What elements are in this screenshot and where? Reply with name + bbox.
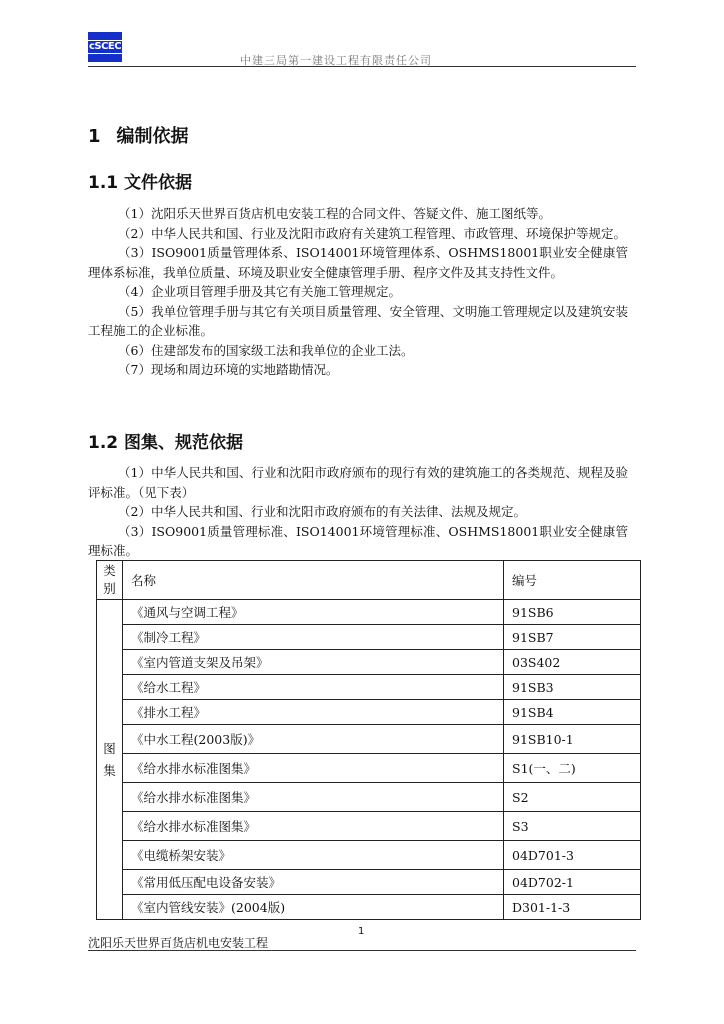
paragraph: （3）ISO9001质量管理标准、ISO14001环境管理标准、OSHMS18001职业安全健康管理标准。 bbox=[88, 523, 628, 558]
table-row bbox=[97, 895, 641, 920]
paragraph: （3）ISO9001质量管理体系、ISO14001环境管理体系、OSHMS18001职业安全健康管理体系标准，我单位质量、环境及职业安全健康管理手册、程序文件及其支持性文件。 bbox=[88, 245, 628, 280]
row-code: 91SB4 bbox=[504, 700, 641, 725]
row-code: 91SB7 bbox=[504, 625, 641, 650]
table-row bbox=[97, 600, 641, 625]
row-name: 《室内管线安装》(2004版) bbox=[123, 895, 504, 920]
page-number: 1 bbox=[358, 926, 365, 937]
header-name: 名称 bbox=[123, 561, 504, 600]
table-row bbox=[97, 650, 641, 675]
footer-divider bbox=[88, 950, 636, 951]
standards-table bbox=[96, 560, 641, 920]
table-row bbox=[97, 754, 641, 783]
row-code: 04D701-3 bbox=[504, 841, 641, 870]
row-code: 04D702-1 bbox=[504, 870, 641, 895]
row-name: 《室内管道支架及吊架》 bbox=[123, 650, 504, 675]
row-name: 《给水排水标准图集》 bbox=[123, 812, 504, 841]
paragraph: （1）中华人民共和国、行业和沈阳市政府颁布的现行有效的建筑施工的各类规范、规程及验评标准。（见下表） bbox=[88, 465, 628, 500]
section-1-2-body bbox=[88, 463, 628, 561]
header-code: 编号 bbox=[504, 561, 641, 600]
row-code: 91SB6 bbox=[504, 600, 641, 625]
table-header-row bbox=[97, 561, 641, 600]
section-1-2-heading: 1.2 图集、规范依据 bbox=[88, 433, 244, 453]
table-row bbox=[97, 675, 641, 700]
row-code: D301-1-3 bbox=[504, 895, 641, 920]
row-name: 《给水排水标准图集》 bbox=[123, 754, 504, 783]
table-row bbox=[97, 625, 641, 650]
table-row bbox=[97, 870, 641, 895]
row-name: 《排水工程》 bbox=[123, 700, 504, 725]
row-code: S3 bbox=[504, 812, 641, 841]
row-name: 《常用低压配电设备安装》 bbox=[123, 870, 504, 895]
row-name: 《电缆桥架安装》 bbox=[123, 841, 504, 870]
paragraph: （2）中华人民共和国、行业及沈阳市政府有关建筑工程管理、市政管理、环境保护等规定。 bbox=[118, 225, 626, 241]
table-row bbox=[97, 783, 641, 812]
row-code: 91SB10-1 bbox=[504, 725, 641, 754]
table-row bbox=[97, 700, 641, 725]
table-row bbox=[97, 725, 641, 754]
paragraph: （4）企业项目管理手册及其它有关施工管理规定。 bbox=[118, 284, 401, 299]
header-divider bbox=[88, 66, 636, 67]
footer-project-name: 沈阳乐天世界百货店机电安装工程 bbox=[88, 936, 269, 950]
header-category: 类别 bbox=[97, 561, 123, 600]
paragraph: （2）中华人民共和国、行业和沈阳市政府颁布的有关法律、法规及规定。 bbox=[118, 504, 526, 519]
header-company-name: 中建三局第一建设工程有限责任公司 bbox=[240, 54, 432, 67]
logo-text: cSCEC bbox=[86, 40, 124, 54]
section-1-1-heading: 1.1 文件依据 bbox=[88, 173, 193, 193]
row-name: 《给水工程》 bbox=[123, 675, 504, 700]
row-code: S2 bbox=[504, 783, 641, 812]
section-1-title: 编制依据 bbox=[116, 126, 189, 147]
row-code: 91SB3 bbox=[504, 675, 641, 700]
section-1-number: 1 bbox=[88, 126, 101, 147]
section-1-1-body bbox=[88, 204, 628, 380]
paragraph: （7）现场和周边环境的实地踏勘情况。 bbox=[118, 362, 339, 377]
row-code: S1(一、二) bbox=[504, 754, 641, 783]
row-name: 《给水排水标准图集》 bbox=[123, 783, 504, 812]
row-name: 《制冷工程》 bbox=[123, 625, 504, 650]
category-cell: 图集 bbox=[97, 600, 123, 920]
paragraph: （6）住建部发布的国家级工法和我单位的企业工法。 bbox=[118, 342, 414, 358]
paragraph: （1）沈阳乐天世界百货店机电安装工程的合同文件、答疑文件、施工图纸等。 bbox=[118, 206, 551, 221]
table-row bbox=[97, 841, 641, 870]
table-row bbox=[97, 812, 641, 841]
row-name: 《通风与空调工程》 bbox=[123, 600, 504, 625]
paragraph: （5）我单位管理手册与其它有关项目质量管理、安全管理、文明施工管理规定以及建筑安装工程施工的企业标准。 bbox=[88, 303, 628, 338]
row-code: 03S402 bbox=[504, 650, 641, 675]
company-logo bbox=[88, 32, 122, 62]
section-1-heading bbox=[88, 122, 189, 148]
row-name: 《中水工程(2003版)》 bbox=[123, 725, 504, 754]
